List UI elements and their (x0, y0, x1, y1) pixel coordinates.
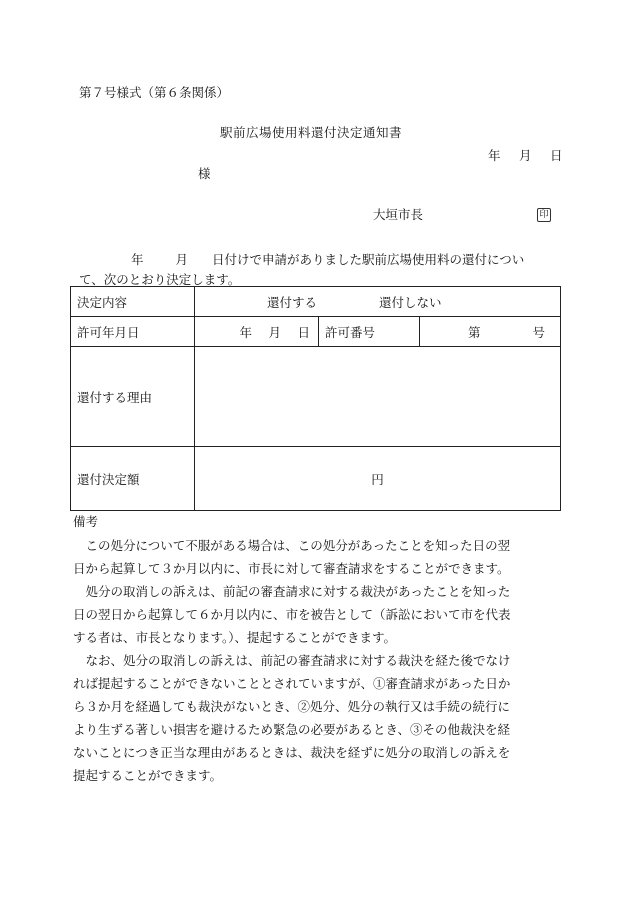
decision-options (195, 287, 561, 317)
intro-month: 月 (175, 252, 189, 267)
permit-date-value[interactable] (195, 317, 319, 347)
intro-line-2: て、次のとおり決定します。 (79, 272, 241, 287)
date-day: 日 (550, 148, 563, 163)
intro-year: 年 (131, 252, 144, 267)
remarks-line: 処分の取消しの訴えは、前記の審査請求に対する裁決があったことを知った (73, 584, 511, 599)
remarks-body (73, 534, 563, 787)
remarks-line: する者は、市長となります。）、提起することができます。 (73, 630, 397, 645)
permit-date-label: 許可年月日 (71, 317, 195, 347)
decision-row (71, 287, 561, 317)
remarks-line: れば提起することができないこととされていますが、①審査請求があった日か (73, 676, 511, 691)
intro-text-1: 日付けで申請がありました駅前広場使用料の還付につい (212, 252, 525, 267)
permit-number-suffix: 号 (532, 324, 545, 340)
remarks-line: より生ずる著しい損害を避けるため緊急の必要があるとき、③その他裁決を経 (73, 722, 511, 737)
seal-mark: 印 (537, 208, 551, 222)
reason-field[interactable] (195, 347, 561, 447)
decision-label: 決定内容 (71, 287, 195, 317)
issue-date (488, 150, 563, 163)
permit-date-year: 年 (239, 324, 252, 340)
intro-line-1 (79, 250, 565, 270)
addressee-suffix: 様 (198, 166, 211, 181)
permit-date-day: 日 (297, 324, 310, 340)
reason-row (71, 347, 561, 447)
remarks-line: 日の翌日から起算して６か月以内に、市を被告として（訴訟において市を代表 (73, 607, 511, 622)
amount-field[interactable] (195, 447, 561, 511)
remarks-line: ら３か月を経過しても裁決がないとき、②処分、処分の執行又は手続の続行に (73, 699, 511, 714)
remarks-line: この処分について不服がある場合は、この処分があったことを知った日の翌 (73, 538, 511, 553)
permit-date-month: 月 (268, 324, 281, 340)
remarks-line: 提起することができます。 (73, 768, 223, 783)
document-title: 駅前広場使用料還付決定通知書 (220, 125, 403, 140)
intro-paragraph (79, 250, 565, 290)
date-year: 年 (488, 148, 501, 163)
option-refund[interactable]: 還付する (267, 294, 318, 310)
amount-row (71, 447, 561, 511)
option-no-refund[interactable]: 還付しない (378, 294, 442, 310)
amount-unit: 円 (371, 471, 384, 487)
date-month: 月 (519, 148, 532, 163)
decision-table (70, 286, 561, 511)
permit-number-prefix: 第 (468, 324, 481, 340)
permit-number-value[interactable] (420, 317, 561, 347)
amount-label: 還付決定額 (71, 447, 195, 511)
remarks-line: 日から起算して３か月以内に、市長に対して審査請求をすることができます。 (73, 561, 510, 576)
remarks-line: なお、処分の取消しの訴えは、前記の審査請求に対する裁決を経た後でなけ (73, 653, 511, 668)
permit-number-label: 許可番号 (319, 317, 420, 347)
form-number: 第７号様式（第６条関係） (79, 85, 230, 100)
reason-label: 還付する理由 (71, 347, 195, 447)
issuer: 大垣市長 (373, 207, 424, 222)
remarks-title: 備考 (73, 514, 99, 529)
permit-row (71, 317, 561, 347)
remarks-line: ないことにつき正当な理由があるときは、裁決を経ずに処分の取消しの訴えを (73, 745, 511, 760)
